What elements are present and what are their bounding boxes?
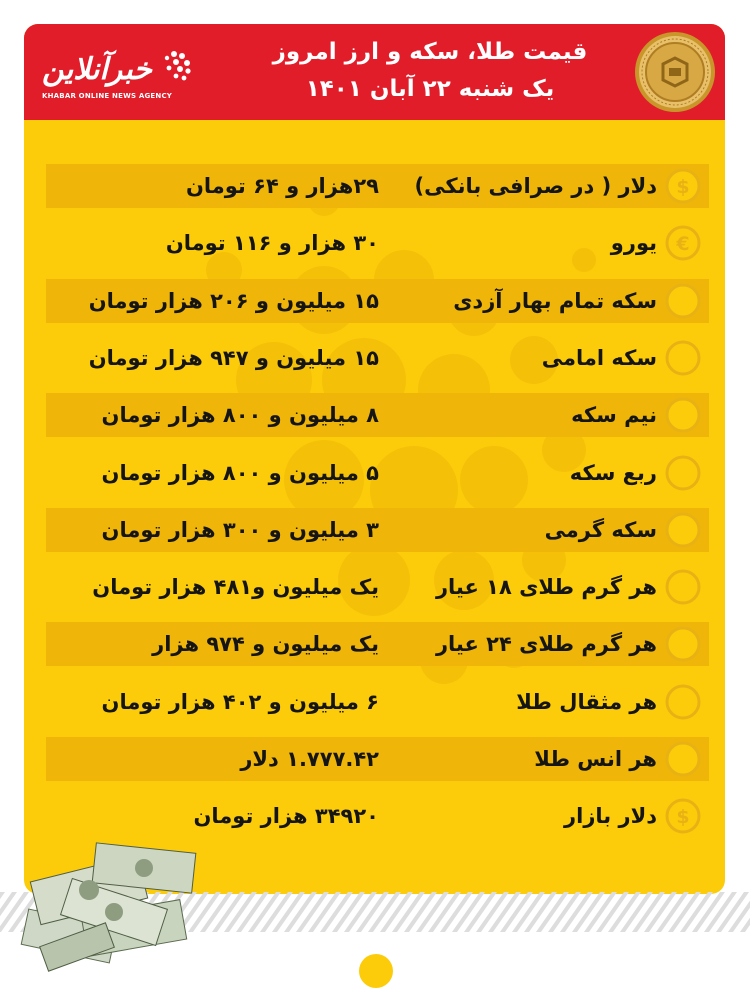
svg-text:€: €: [676, 233, 690, 256]
title-line-1: قیمت طلا، سکه و ارز امروز: [272, 39, 588, 65]
item-label: هر انس طلا: [534, 747, 657, 771]
item-label: یورو: [610, 231, 657, 256]
item-label: هر گرم طلای ۱۸ عیار: [435, 575, 657, 600]
price-row: [46, 164, 709, 208]
item-label: ربع سکه: [569, 460, 657, 485]
header-bar: [24, 24, 725, 120]
item-label: هر مثقال طلا: [516, 689, 657, 714]
coin-icon: [665, 340, 701, 376]
item-price: ۳۴۹۲۰ هزار تومان: [193, 804, 379, 829]
item-price: ۳۰ هزار و ۱۱۶ تومان: [165, 231, 379, 256]
item-price: یک میلیون و ۹۷۴ هزار: [152, 632, 379, 657]
coin-icon: [665, 569, 701, 605]
price-row: [46, 279, 709, 323]
coin-icon: [665, 684, 701, 720]
euro-icon: [665, 225, 701, 261]
logo-tagline: KHABAR ONLINE NEWS AGENCY: [42, 92, 173, 100]
item-label: سکه گرمی: [544, 517, 657, 542]
coin-icon: [665, 512, 701, 548]
item-price: ۳ میلیون و ۳۰۰ هزار تومان: [101, 517, 379, 542]
globe-icon: [154, 46, 194, 86]
item-price: ۵ میلیون و ۸۰۰ هزار تومان: [101, 460, 379, 485]
item-price: ۱۵ میلیون و ۲۰۶ هزار تومان: [88, 288, 379, 313]
svg-text:$: $: [676, 806, 690, 829]
coin-icon: [665, 455, 701, 491]
price-row: [46, 622, 709, 666]
item-price: ۱۵ میلیون و ۹۴۷ هزار تومان: [88, 345, 379, 370]
page-title: [265, 34, 595, 108]
dollar-icon: [665, 798, 701, 834]
logo-wordmark: خبرآنلاین: [42, 52, 152, 87]
dollar-icon: [665, 168, 701, 204]
item-label: هر گرم طلای ۲۴ عیار: [435, 632, 657, 657]
price-row: [46, 565, 709, 609]
item-price: ۲۹هزار و ۶۴ تومان: [185, 174, 379, 198]
gold-coin-icon: [633, 30, 717, 114]
item-price: ۶ میلیون و ۴۰۲ هزار تومان: [101, 689, 379, 714]
item-price: ۱.۷۷۷.۴۲ دلار: [240, 747, 379, 771]
svg-text:$: $: [676, 176, 690, 198]
price-card: [24, 24, 725, 894]
cash-stack-image: [14, 838, 204, 978]
coin-icon: [665, 741, 701, 777]
price-row: [46, 393, 709, 437]
item-label: دلار بازار: [564, 804, 657, 829]
price-row: [46, 221, 709, 265]
coin-icon: [665, 397, 701, 433]
price-row: [46, 680, 709, 724]
price-row: [46, 737, 709, 781]
page-dot: [359, 954, 393, 988]
price-row: [46, 794, 709, 838]
item-label: نیم سکه: [571, 403, 657, 428]
price-row: [46, 336, 709, 380]
price-row: [46, 508, 709, 552]
item-price: یک میلیون و۴۸۱ هزار تومان: [92, 575, 379, 600]
title-line-2: یک شنبه ۲۲ آبان ۱۴۰۱: [305, 76, 555, 102]
item-price: ۸ میلیون و ۸۰۰ هزار تومان: [101, 403, 379, 428]
price-row: [46, 451, 709, 495]
item-label: سکه امامی: [541, 345, 657, 370]
item-label: سکه تمام بهار آزدی: [453, 288, 657, 313]
logo: [42, 46, 192, 106]
item-label: دلار ( در صرافی بانکی): [414, 174, 657, 198]
coin-icon: [665, 283, 701, 319]
coin-icon: [665, 626, 701, 662]
